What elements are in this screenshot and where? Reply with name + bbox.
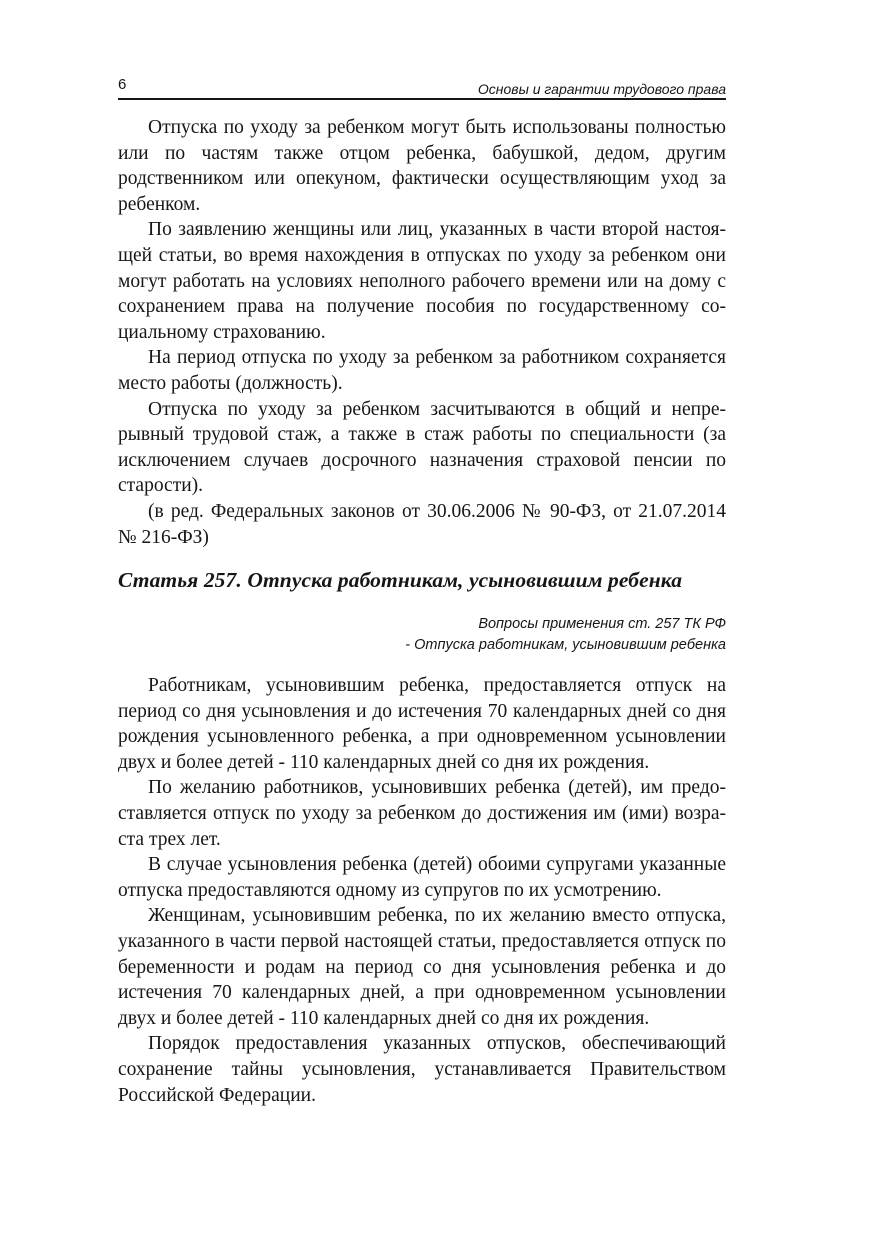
paragraph: Отпуска по уходу за ребенком могут быть использованы полностью или по частям также отцом ребенка, бабушкой, дедом, другим родственником или опекуном, фактически осуществляющим уход за ребенком. xyxy=(118,117,726,215)
paragraph: Отпуска по уходу за ребенком засчитываются в общий и непрерывный трудовой стаж, а также в стаж работы по специальности (за исключением случаев досрочного назначения страховой пенсии по старости). xyxy=(118,398,726,497)
running-head-title: Основы и гарантии трудового права xyxy=(477,81,726,97)
article-title: Статья 257. Отпуска работникам, усыновившим ребенка xyxy=(118,568,683,593)
header-rule xyxy=(118,98,726,100)
reference-line: - Отпуска работникам, усыновившим ребенка xyxy=(405,637,726,654)
paragraph: Порядок предоставления указанных отпусков, обеспечивающий сохранение тайны усыновления, устанавливается Правительством Российской Федерации. xyxy=(118,1033,726,1106)
paragraph: По желанию работников, усыновивших ребенка (детей), им предоставляется отпуск по уходу за ребенком до достижения им (ими) возраста трех лет. xyxy=(118,777,726,850)
paragraph: На период отпуска по уходу за ребенком за работником сохраняется место работы (должность). xyxy=(118,347,726,394)
application-reference xyxy=(118,614,726,656)
page-body xyxy=(118,115,726,1108)
paragraph: Женщинам, усыновившим ребенка, по их желанию вместо отпуска, указанного в части первой настоящей статьи, предоставляется отпуск по беременности и родам на период со дня усыновления ребенка и до истечения 70 календарных дней, а при одновременном усыновлении двух и более детей - 110 календарных дней со дня их рождения. xyxy=(118,905,726,1029)
section-article-257 xyxy=(118,673,726,1108)
reference-line: Вопросы применения ст. 257 ТК РФ xyxy=(478,616,726,633)
paragraph: По заявлению женщины или лиц, указанных в части второй настоящей статьи, во время нахождения в отпусках по уходу за ребенком они могут работать на условиях неполного рабочего времени или на дому с сохранением права на получение пособия по государственному социальному страхованию. xyxy=(118,219,726,343)
section-article-256-continuation xyxy=(118,115,726,550)
amendment-note: (в ред. Федеральных законов от 30.06.2006 № 90-ФЗ, от 21.07.2014 № 216-ФЗ) xyxy=(118,500,726,548)
paragraph: Работникам, усыновившим ребенка, предоставляется отпуск на период со дня усыновления и до истечения 70 календарных дней со дня рождения усыновленного ребенка, а при одновременном усыновлении двух и более детей - 110 календарных дней со дня их рождения. xyxy=(118,675,726,773)
paragraph: В случае усыновления ребенка (детей) обоими супругами указанные отпуска предоставляются одному из супругов по их усмотрению. xyxy=(118,854,726,901)
page-number: 6 xyxy=(118,76,127,93)
